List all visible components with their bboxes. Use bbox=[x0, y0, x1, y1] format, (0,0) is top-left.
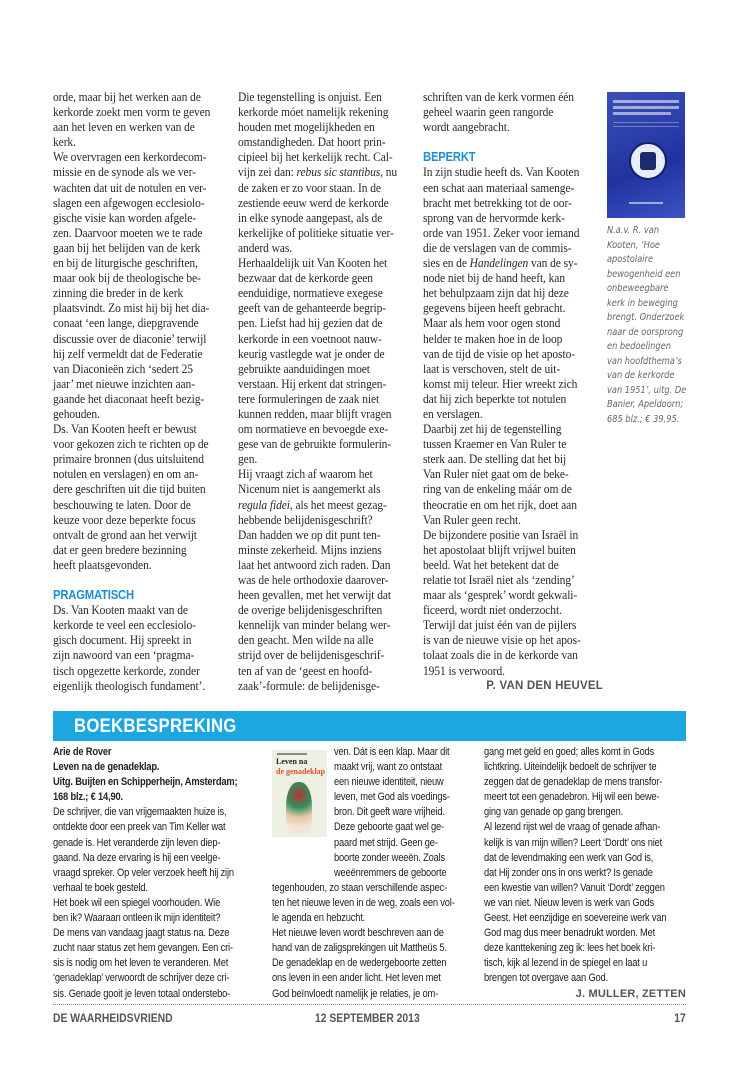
article-column-1 bbox=[53, 90, 235, 694]
text-line: het apostolaat blijft vrijwel buiten bbox=[423, 542, 576, 557]
text-line: tere formuleringen de zaak niet bbox=[238, 391, 380, 406]
text-line: en verslagen. bbox=[423, 406, 483, 421]
text-line: node niet bij de hand heeft, kan bbox=[423, 271, 566, 286]
text-line: jaar’ met nieuwe inzichten aan- bbox=[53, 376, 195, 391]
text-line: paard met strijd. Geen ge- bbox=[334, 836, 438, 849]
text-line: aan het leven en werken van de bbox=[53, 120, 195, 135]
text-line: een schat aan materiaal samenge- bbox=[423, 180, 575, 195]
text-segment: , als het meest gezag- bbox=[289, 497, 387, 512]
cover-title-2: de genadeklap bbox=[276, 767, 326, 776]
text-line: kelijk is van mijn willen? Leert ‘Dordt’ ons niet bbox=[484, 836, 663, 849]
text-line: boorte zonder weeën. Zoals bbox=[334, 851, 446, 864]
text-line: een kwestie van willen? Vanuit ‘Dordt’ zeggen bbox=[484, 881, 665, 894]
text-line: zeggen dat de genadeklap de mens transfor- bbox=[484, 776, 663, 789]
text-line: was de hele orthodoxie daarover- bbox=[238, 573, 389, 587]
text-line: Van Ruler geen recht. bbox=[423, 512, 521, 527]
text-line: ten af van de ‘geest en hoofd- bbox=[238, 663, 373, 678]
text-line: houden met mogelijkheden en bbox=[238, 120, 375, 135]
text-line: cipieel bij het kerkelijk recht. Cal- bbox=[238, 150, 393, 165]
text-line: kennelijk van minder belang wer- bbox=[238, 618, 391, 633]
text-line: meert tot een genadebron. Hij wil een bewe- bbox=[484, 791, 660, 804]
text-line: bezwaar dat de kerkorde geen bbox=[238, 271, 373, 286]
text-line: God beïnvloedt namelijk je relaties, je om- bbox=[272, 987, 439, 1000]
text-line: anderd was. bbox=[238, 240, 293, 255]
text-line: Hij vraagt zich af waarom het bbox=[238, 467, 373, 482]
text-line: God mag dus meer benadrukt worden. Met bbox=[484, 927, 656, 940]
text-segment: , nu bbox=[380, 165, 398, 180]
text-line bbox=[238, 165, 402, 180]
text-line: dere geschriften uit die tijd buiten bbox=[53, 482, 206, 497]
text-line bbox=[238, 498, 402, 513]
text-line: gaand. Na deze ervaring is hij een veelge- bbox=[53, 851, 221, 864]
text-line: dat de levendmaking een werk van God is, bbox=[484, 851, 654, 864]
text-line: gang met geld en goed; alles komt in Gods bbox=[484, 746, 655, 758]
text-line: kerkorde in een voetnoot nauw- bbox=[238, 331, 382, 346]
text-line: orde van 1951. Zeker voor iemand bbox=[423, 225, 580, 240]
text-line: de zaken er zo voor staan. In de bbox=[238, 180, 381, 195]
text-line: ten het nieuwe leven in de weg, zoals een vol- bbox=[272, 896, 455, 909]
text-line: naar de oorsprong bbox=[607, 326, 684, 338]
review-book-cover-image bbox=[272, 750, 327, 837]
text-line: het behulpzaam zijn dat hij deze bbox=[423, 286, 569, 301]
text-line: en bij de liturgische geschriften, bbox=[53, 256, 198, 271]
text-line: dat er geen bredere bezinning bbox=[53, 542, 187, 557]
text-line: wordt aangebracht. bbox=[423, 120, 510, 135]
text-line: tussen Kraemer en Van Ruler te bbox=[423, 437, 567, 452]
text-line: van de tijd de visie op het aposto- bbox=[423, 346, 575, 361]
text-line: minste zekerheid. Mijns inziens bbox=[238, 542, 382, 557]
text-line: 685 blz.; € 39,95. bbox=[607, 413, 680, 425]
text-line: orde, maar bij het werken aan de bbox=[53, 90, 201, 104]
article-column-3 bbox=[423, 90, 603, 694]
text-line: de overige belijdenisgeschriften bbox=[238, 603, 383, 618]
text-line: brengen tot overgave aan God. bbox=[484, 972, 608, 985]
author-signature: J. MULLER, ZETTEN bbox=[575, 987, 686, 1000]
text-line: slagen een afgewogen ecclesiolo- bbox=[53, 195, 205, 210]
text-line: In zijn studie heeft ds. Van Kooten bbox=[423, 165, 580, 180]
text-line: primaire bronnen (dus uitsluitend bbox=[53, 452, 204, 467]
text-line: kerk. bbox=[53, 135, 76, 150]
italic-text: regula fidei bbox=[238, 497, 290, 512]
text-line: discussie over de diaconie’ terwijl bbox=[53, 331, 207, 346]
text-line: van de kerkorde bbox=[607, 370, 675, 381]
text-line: Van Ruler níet gaat om de beke- bbox=[423, 467, 569, 482]
text-line: die de verslagen van de commis- bbox=[423, 240, 572, 255]
review-text bbox=[272, 881, 477, 1002]
text-line: Het nieuwe leven wordt beschreven aan de bbox=[272, 927, 444, 940]
text-line: verhaal te boek gesteld. bbox=[53, 881, 148, 894]
section-header bbox=[53, 711, 686, 741]
text-line: tisch opgezette kerkorde, zonder bbox=[53, 663, 200, 678]
text-line: gebruikte aanduidingen moet bbox=[238, 361, 370, 376]
section-title: BOEKBESPREKING bbox=[74, 716, 237, 737]
text-line: Kooten, ‘Hoe bbox=[607, 239, 660, 251]
text-line: Geest. Het eenzijdige en soevereine werk van bbox=[484, 912, 667, 925]
text-line: Ds. Van Kooten heeft er bewust bbox=[53, 422, 197, 437]
text-line: missie en de synode als we ver- bbox=[53, 165, 196, 180]
text-line: theocratie en om het rijk, doet aan bbox=[423, 497, 577, 512]
text-line: heeft plaatsgevonden. bbox=[53, 557, 152, 572]
text-line: tegenhouden, zo staan verschillende aspec- bbox=[272, 881, 448, 894]
text-line: zucht naar status zet hem gevangen. Een cri- bbox=[53, 942, 233, 955]
text-line: beschouwing te laten. Door de bbox=[53, 497, 191, 512]
text-line: omstandigheden. Dat hoort prin- bbox=[238, 135, 386, 150]
text-line: sis. Genade gooit je leven totaal onderstebo- bbox=[53, 987, 231, 1000]
text-segment: vijn zei dan: bbox=[238, 165, 297, 180]
text-line: bron. Dit geeft ware vrijheid. bbox=[334, 806, 445, 819]
text-line: zinning die breder in de kerk bbox=[53, 286, 184, 301]
text-line: tolaat zoals die in de kerkorde van bbox=[423, 648, 578, 663]
italic-text: Handelingen bbox=[469, 256, 529, 271]
text-line: laat is verschoven, stelt de uit- bbox=[423, 361, 561, 376]
text-line: Al lezend rijst wel de vraag of genade afhan- bbox=[484, 821, 661, 834]
text-line: een nieuwe identiteit, nieuw bbox=[334, 776, 444, 789]
book-cover-image bbox=[607, 92, 685, 218]
text-line: bracht met betrekking tot de oor- bbox=[423, 195, 572, 210]
text-segment: van de sy- bbox=[528, 256, 578, 271]
text-line: notulen en verslagen) en om an- bbox=[53, 467, 199, 482]
text-line: Die tegenstelling is onjuist. Een bbox=[238, 90, 382, 104]
text-line: kerkorde zoekt men vorm te geven bbox=[53, 105, 211, 120]
text-line: Deze geboorte gaat wel ge- bbox=[334, 821, 444, 834]
text-line: kerkorde te veel een ecclesiolo- bbox=[53, 618, 196, 633]
text-line: gese van de gebruikte formulerin- bbox=[238, 437, 392, 452]
text-line: in elke synode aangepast, als de bbox=[238, 210, 383, 225]
text-line: 1951 is verwoord. bbox=[423, 663, 505, 678]
text-line: Nicenum niet is aangemerkt als bbox=[238, 482, 381, 497]
text-line: De schrijver, die van vrijgemaakten huize is, bbox=[53, 806, 227, 819]
text-line: Maar als hem voor ogen stond bbox=[423, 316, 561, 331]
text-line: heen gevallen, met het verwijt dat bbox=[238, 588, 392, 603]
seal-icon bbox=[629, 142, 667, 180]
text-line: Ds. Van Kooten maakt van de bbox=[53, 603, 188, 618]
text-line: sprong van de hervormde kerk- bbox=[423, 210, 565, 225]
text-line: we van niet. Nieuw leven is werk van Gods bbox=[484, 896, 655, 909]
text-line: verstaan. Hij erkent dat stringen- bbox=[238, 376, 387, 391]
text-line: Banier, Apeldoorn; bbox=[607, 399, 684, 410]
text-line: Herhaaldelijk uit Van Kooten het bbox=[238, 256, 388, 271]
text-line: ven. Dát is een klap. Maar dit bbox=[334, 746, 450, 758]
text-line: laat het antwoord zich raden. Dan bbox=[238, 557, 391, 572]
text-line: helder te maken hoe in de loop bbox=[423, 331, 563, 346]
text-line: ‘genadeklap’ verwoordt de schrijver deze cri- bbox=[53, 972, 230, 985]
text-line: apostolaire bbox=[607, 254, 654, 265]
text-line: beeld. Wat het betekent dat de bbox=[423, 557, 559, 572]
article-column-2 bbox=[238, 90, 420, 694]
text-line: gehouden. bbox=[53, 406, 100, 421]
text-line: gische visie kan worden afgele- bbox=[53, 210, 197, 225]
footer-publication: DE WAARHEIDSVRIEND bbox=[53, 1013, 173, 1025]
text-line: kerkorde móet namelijk rekening bbox=[238, 105, 389, 120]
text-line: keurig vastlegde wat je onder de bbox=[238, 346, 385, 361]
text-line: ring van de enkeling máár om de bbox=[423, 482, 572, 497]
book-caption bbox=[607, 224, 697, 427]
text-line: Terwijl dat juist één van de pijlers bbox=[423, 618, 577, 633]
text-line: kerk in beweging bbox=[607, 297, 678, 309]
book-info-line: 168 blz.; € 14,90. bbox=[53, 791, 123, 804]
text-line: leven, met God als voedings- bbox=[334, 791, 450, 804]
text-line: pen. Liefst had hij gezien dat de bbox=[238, 316, 383, 331]
text-line: eigenlijk theologisch fundament’. bbox=[53, 678, 206, 693]
page-number: 17 bbox=[674, 1013, 686, 1025]
review-column-3 bbox=[484, 745, 686, 1002]
text-line: gen. bbox=[238, 452, 258, 467]
text-line: Dan hadden we op dit punt ten- bbox=[238, 527, 381, 542]
text-line: tisch, kijk al lezend in de spiegel en laat u bbox=[484, 957, 648, 970]
text-line: weeënremmers de geboorte bbox=[334, 866, 447, 879]
text-line: en bedoelingen bbox=[607, 341, 671, 352]
text-line: ficeerd, wordt niet onderzocht. bbox=[423, 603, 562, 618]
text-line: keuze voor deze beperkte focus bbox=[53, 512, 196, 527]
italic-text: rebus sic stantibus bbox=[296, 165, 381, 180]
text-line: gisch document. Hij spreekt in bbox=[53, 633, 192, 648]
text-line: vraagd spreker. Op veler verzoek heeft hij zijn bbox=[53, 866, 234, 879]
text-line: relatie tot Israël niet als ‘zending’ bbox=[423, 573, 575, 587]
text-line: De bijzondere positie van Israël in bbox=[423, 527, 579, 542]
text-line: genade is. Het veranderde zijn leven diep- bbox=[53, 836, 221, 849]
text-line: Daarbij zet hij de tegenstelling bbox=[423, 422, 562, 437]
text-line: onbeweegbare bbox=[607, 283, 669, 294]
book-info-line: Arie de Rover bbox=[53, 746, 112, 758]
text-line: gegevens bijeen heeft gebracht. bbox=[423, 301, 566, 316]
text-line: Het boek wil een spiegel voorhouden. Wie bbox=[53, 896, 221, 909]
text-line: ontdekte door een preek van Tim Keller wat bbox=[53, 821, 226, 834]
review-column-1 bbox=[53, 745, 267, 1002]
text-line: We overvragen een kerkordecom- bbox=[53, 150, 207, 165]
text-line: hebbende belijdenisgeschrift? bbox=[238, 512, 373, 527]
text-line: maar als ‘gesprek’ wordt gekwali- bbox=[423, 588, 578, 603]
text-line: eenduidige, normatieve exegese bbox=[238, 286, 383, 301]
book-info-line: Leven na de genadeklap. bbox=[53, 761, 160, 774]
text-segment: sies en de bbox=[423, 256, 470, 271]
text-line: brengt. Onderzoek bbox=[607, 312, 685, 323]
text-line: voor gekozen zich te richten op de bbox=[53, 437, 209, 452]
text-line: le agenda en hebzucht. bbox=[272, 912, 366, 925]
text-line: deze kanttekening zeg ik: lees het boek kri- bbox=[484, 942, 656, 955]
text-line: ontvalt de grond aan het verwijt bbox=[53, 527, 197, 542]
cover-title-1: Leven na bbox=[276, 757, 308, 766]
author-signature: P. VAN DEN HEUVEL bbox=[486, 679, 603, 692]
text-line: van hoofdthema’s bbox=[607, 355, 682, 367]
book-info-line: Uitg. Buijten en Schipperheijn, Amsterdam; bbox=[53, 776, 238, 789]
text-line: sterk aan. De stelling dat het bij bbox=[423, 452, 567, 467]
text-line: maar ook bij de theologische be- bbox=[53, 271, 201, 286]
text-line: dat hij zich beperkte tot notulen bbox=[423, 391, 567, 406]
text-line: sis is nodig om het leven te veranderen. Met bbox=[53, 957, 229, 970]
text-line: geeft van de gehanteerde begrip- bbox=[238, 301, 387, 316]
section-heading: BEPERKT bbox=[423, 150, 476, 165]
text-line: schriften van de kerk vormen één bbox=[423, 90, 574, 104]
text-line: De genadeklap en de wedergeboorte zetten bbox=[272, 957, 447, 970]
text-line: ben ik? Waaraan ontleen ik mijn identiteit? bbox=[53, 912, 221, 925]
text-line: kerkelijke of politieke situatie ver- bbox=[238, 225, 394, 240]
text-line: lichtkring. Uiteindelijk bedoelt de schrijver te bbox=[484, 761, 657, 774]
text-line: gaan bij het belijden van de kerk bbox=[53, 240, 201, 255]
text-line: dat Hij zonder ons in ons werkt? Is genade bbox=[484, 866, 653, 879]
section-heading: PRAGMATISCH bbox=[53, 588, 134, 603]
footer-date: 12 SEPTEMBER 2013 bbox=[315, 1013, 420, 1025]
text-line: De mens van vandaag jaagt status na. Deze bbox=[53, 927, 230, 940]
text-line: kunnen redden, maar blijft vragen bbox=[238, 406, 392, 421]
text-line: geheel waarin geen rangorde bbox=[423, 105, 554, 120]
text-line: conaat ‘een lange, diepgravende bbox=[53, 316, 199, 331]
text-line: den geacht. Men wilde na alle bbox=[238, 633, 374, 648]
paragraph-gap bbox=[53, 573, 235, 588]
text-line: ons leven in een ander licht. Het leven met bbox=[272, 972, 441, 985]
text-line: ging van genade op gang brengen. bbox=[484, 806, 623, 819]
text-line: zen. Daarvoor moeten we te rade bbox=[53, 225, 203, 240]
text-line: wachten dat uit de notulen en ver- bbox=[53, 180, 207, 195]
text-line bbox=[423, 256, 585, 271]
footer-divider bbox=[53, 1004, 686, 1005]
text-line: zaak’-formule: de belijdenisge- bbox=[238, 678, 380, 693]
text-line: van 1951’, uitg. De bbox=[607, 384, 687, 396]
text-line: plaatsvindt. Zo mist hij bij het dia- bbox=[53, 301, 210, 316]
text-line: hij zelf vermeldt dat de Federatie bbox=[53, 346, 203, 361]
text-line: bewogenheid een bbox=[607, 268, 681, 280]
text-line: is van de nieuwe visie op het apos- bbox=[423, 633, 581, 648]
text-line: maakt vrij, want zo ontstaat bbox=[334, 761, 443, 774]
text-line: om normatieve en bevoegde exe- bbox=[238, 422, 389, 437]
text-line: hand van de zaligsprekingen uit Mattheüs 5. bbox=[272, 942, 447, 955]
text-line: gaande het diaconaat heeft bezig- bbox=[53, 391, 205, 406]
text-line: zestiende eeuw werd de kerkorde bbox=[238, 195, 389, 210]
paragraph-gap bbox=[423, 135, 603, 150]
text-line: komst mij teleur. Hier wreekt zich bbox=[423, 376, 578, 391]
text-line: van Diaconieën zich ‘sedert 25 bbox=[53, 361, 193, 376]
text-line: zijn nawoord van een ‘pragma- bbox=[53, 648, 195, 663]
cover-illustration bbox=[286, 782, 312, 834]
text-line: N.a.v. R. van bbox=[607, 225, 660, 236]
text-line: strijd over de belijdenisgeschrif- bbox=[238, 648, 385, 663]
review-text-beside-image bbox=[334, 745, 477, 881]
